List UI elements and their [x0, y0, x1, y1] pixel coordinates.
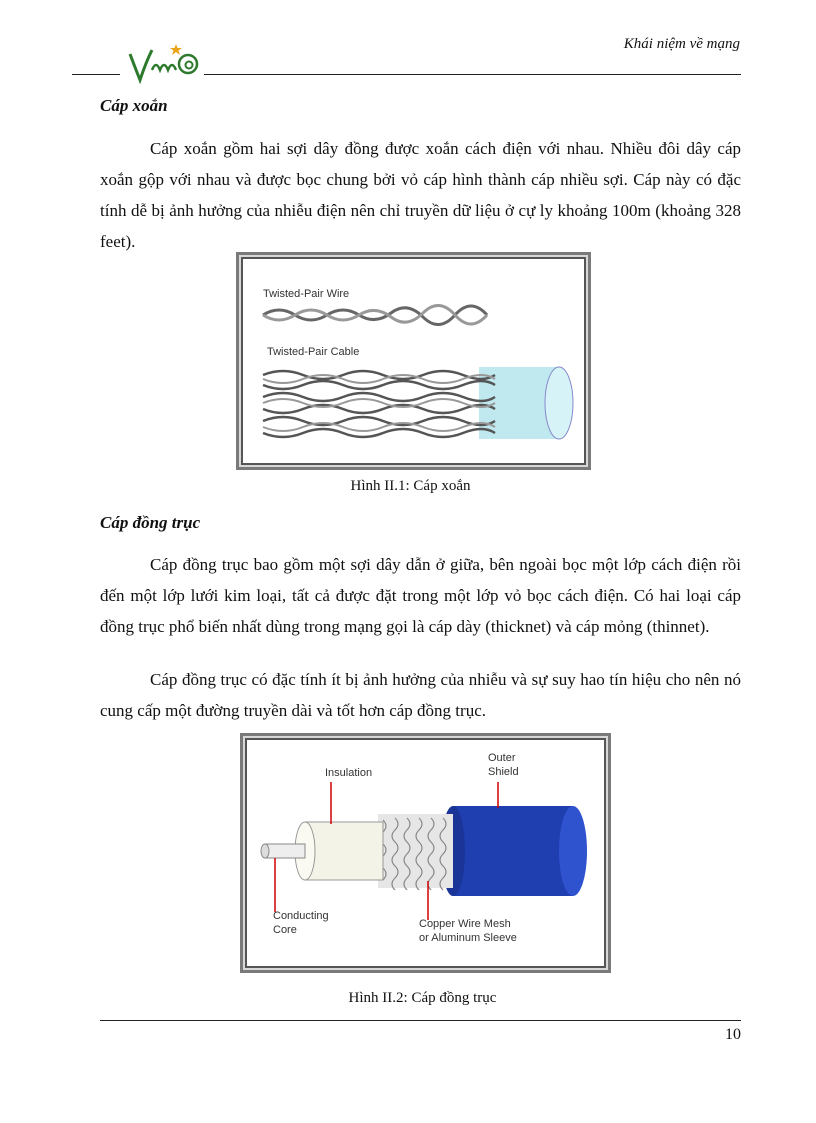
paragraph-text: Cáp đồng trục bao gồm một sợi dây dẫn ở giữa, bên ngoài bọc một lớp cách điện rồi đến một lớp lưới kim loại, tất cả được đặt trong một lớp vỏ bọc cách điện. Có hai loại cáp đồng trục phổ biến nhất dùng trong mạng gọi là cáp dày (thicknet) và cáp mỏng (thinnet). — [100, 555, 741, 636]
label-mesh-2: or Aluminum Sleeve — [419, 932, 517, 944]
section-heading-twisted-pair: Cáp xoắn — [100, 96, 168, 115]
twisted-pair-wire-illustration — [263, 305, 487, 324]
header-rule-left — [72, 74, 120, 75]
label-outer-shield-1: Outer — [488, 752, 516, 764]
figure-caption-1: Hình II.1: Cáp xoắn — [350, 478, 471, 494]
page-number: 10 — [725, 1026, 741, 1043]
figure-coaxial — [240, 733, 611, 973]
paragraph-coaxial-1 — [100, 549, 741, 642]
paragraph-text: Cáp xoắn gồm hai sợi dây đồng được xoắn cách điện với nhau. Nhiều đôi dây cáp xoắn gộp với nhau và được bọc chung bởi vỏ cáp hình thành cáp nhiều sợi. Cáp này có đặc tính dễ bị ảnh hưởng của nhiễu điện nên chỉ truyền dữ liệu ở cự ly khoảng 100m (khoảng 328 feet). — [100, 139, 741, 251]
label-conducting-core-2: Core — [273, 924, 297, 936]
section-heading-coaxial: Cáp đồng trục — [100, 513, 201, 532]
paragraph-coaxial-2 — [100, 664, 741, 726]
footer-rule — [100, 1020, 741, 1021]
label-insulation: Insulation — [325, 767, 373, 779]
label-conducting-core-1: Conducting — [273, 910, 329, 922]
label-twisted-pair-wire: Twisted-Pair Wire — [263, 288, 350, 300]
paragraph-twisted-pair — [100, 133, 741, 257]
figure-twisted-pair — [236, 252, 591, 470]
header-title: Khái niệm về mạng — [623, 36, 740, 52]
header-rule-right — [204, 74, 741, 75]
twisted-pair-cable-illustration — [263, 367, 573, 439]
logo — [122, 40, 202, 86]
label-outer-shield-2: Shield — [488, 766, 519, 778]
paragraph-text: Cáp đồng trục có đặc tính ít bị ảnh hưởng của nhiễu và sự suy hao tín hiệu cho nên nó cung cấp một đường truyền dài và tốt hơn cáp đồng trục. — [100, 670, 741, 720]
figure-caption-2: Hình II.2: Cáp đồng trục — [348, 990, 497, 1006]
label-mesh-1: Copper Wire Mesh — [419, 918, 511, 930]
label-twisted-pair-cable: Twisted-Pair Cable — [267, 346, 360, 358]
coaxial-cable-illustration — [261, 806, 587, 896]
